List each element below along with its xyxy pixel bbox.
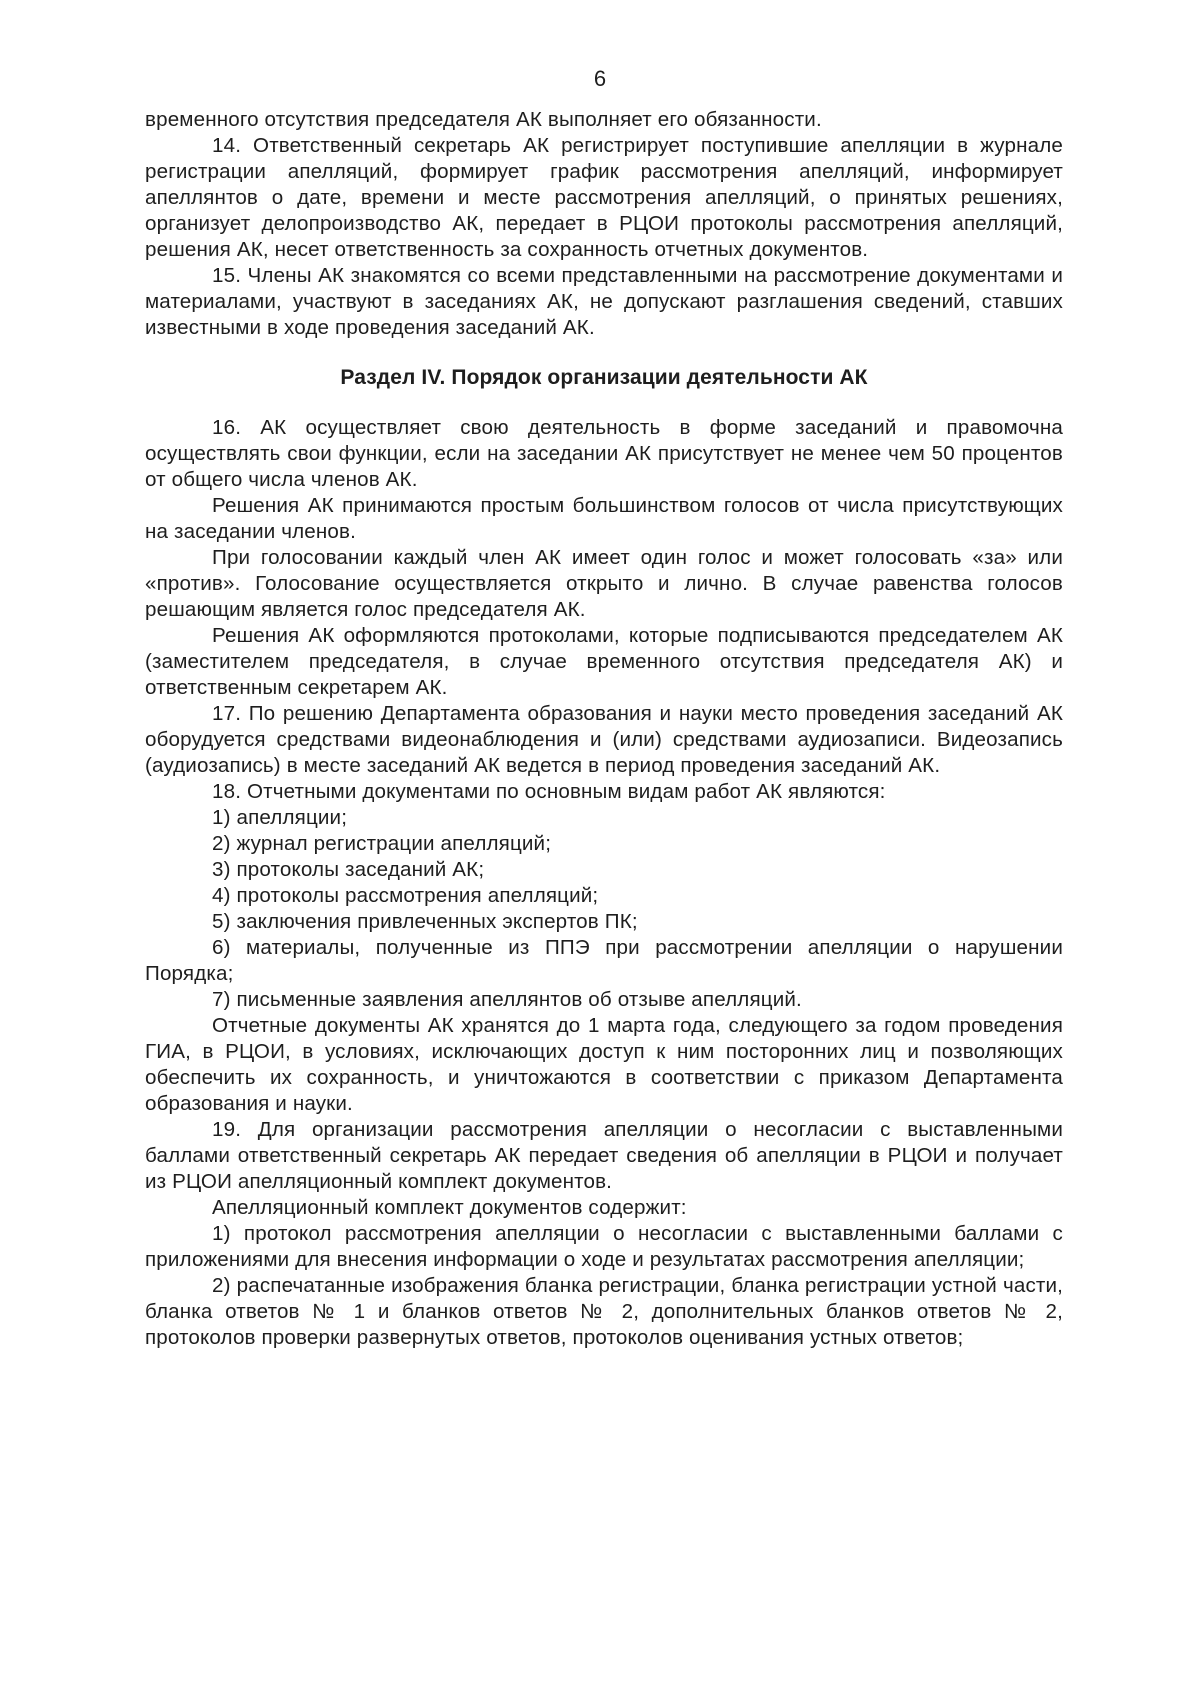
paragraph-18: 18. Отчетными документами по основным видам работ АК являются: [212,780,886,803]
paragraph-continuation: временного отсутствия председателя АК выполняет его обязанности. [145,108,822,131]
list-item: 7) письменные заявления апеллянтов об отзыве апелляций. [212,988,802,1011]
list-item: 5) заключения привлеченных экспертов ПК; [212,910,638,933]
list-item: 1) протокол рассмотрения апелляции о несогласии с выставленными баллами с приложениями для внесения информации о ходе и результатах рассмотрения апелляции; [145,1222,1063,1271]
paragraph-16-voting: При голосовании каждый член АК имеет один голос и может голосовать «за» или «против». Голосование осуществляется открыто и лично. В случае равенства голосов решающим является голос председателя АК. [145,546,1063,621]
paragraph-19-kit: Апелляционный комплект документов содержит: [212,1196,687,1219]
paragraph-18-storage: Отчетные документы АК хранятся до 1 марта года, следующего за годом проведения ГИА, в РЦОИ, в условиях, исключающих доступ к ним посторонних лиц и позволяющих обеспечить их сохранность, и уничтожаются в соответствии с приказом Департамента образования и науки. [145,1014,1063,1115]
section-heading: Раздел IV. Порядок организации деятельности АК [340,366,868,389]
list-item: 1) апелляции; [212,806,348,829]
paragraph-14: 14. Ответственный секретарь АК регистрирует поступившие апелляции в журнале регистрации апелляций, формирует график рассмотрения апелляций, информирует апеллянтов о дате, времени и месте рассмотрения апелляций, о принятых решениях, организует делопроизводство АК, передает в РЦОИ протоколы рассмотрения апелляций, решения АК, несет ответственность за сохранность отчетных документов. [145,134,1063,261]
page-number: 6 [593,66,607,91]
list-item: 2) распечатанные изображения бланка регистрации, бланка регистрации устной части, бланка ответов № 1 и бланков ответов № 2, дополнительных бланков ответов № 2, протоколов проверки развернутых ответов, протоколов оценивания устных ответов; [145,1274,1063,1349]
paragraph-15: 15. Члены АК знакомятся со всеми представленными на рассмотрение документами и материалами, участвуют в заседаниях АК, не допускают разглашения сведений, ставших известными в ходе проведения заседаний АК. [145,264,1063,339]
paragraph-19: 19. Для организации рассмотрения апелляции о несогласии с выставленными баллами ответственный секретарь АК передает сведения об апелляции в РЦОИ и получает из РЦОИ апелляционный комплект документов. [145,1118,1063,1193]
paragraph-16-protocols: Решения АК оформляются протоколами, которые подписываются председателем АК (заместителем председателя, в случае временного отсутствия председателя АК) и ответственным секретарем АК. [145,624,1063,699]
list-item: 4) протоколы рассмотрения апелляций; [212,884,599,907]
paragraph-16-decisions: Решения АК принимаются простым большинством голосов от числа присутствующих на заседании членов. [145,494,1063,543]
list-item: 6) материалы, полученные из ППЭ при рассмотрении апелляции о нарушении Порядка; [145,936,1063,985]
paragraph-17: 17. По решению Департамента образования и науки место проведения заседаний АК оборудуется средствами видеонаблюдения и (или) средствами аудиозаписи. Видеозапись (аудиозапись) в месте заседаний АК ведется в период проведения заседаний АК. [145,702,1063,777]
paragraph-16: 16. АК осуществляет свою деятельность в форме заседаний и правомочна осуществлять свои функции, если на заседании АК присутствует не менее чем 50 процентов от общего числа членов АК. [145,416,1063,491]
list-item: 2) журнал регистрации апелляций; [212,832,552,855]
list-item: 3) протоколы заседаний АК; [212,858,485,881]
document-body [145,107,1063,1351]
